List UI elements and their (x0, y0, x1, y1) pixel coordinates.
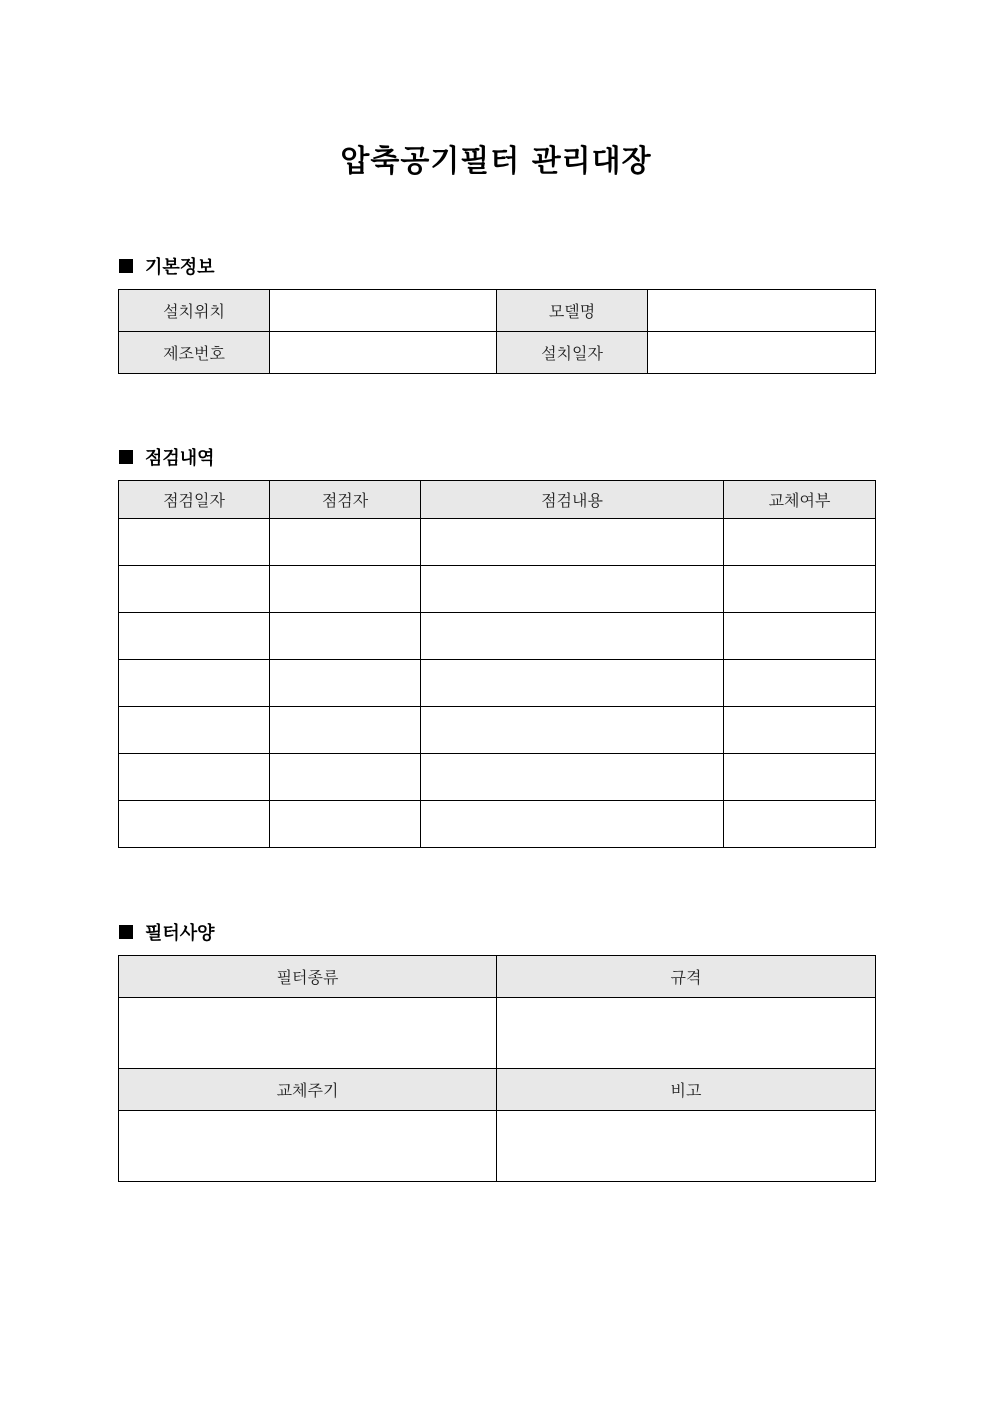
inspection-table (118, 480, 876, 848)
table-cell[interactable] (119, 707, 270, 754)
field-label: 제조번호 (119, 332, 270, 374)
table-row (119, 1111, 876, 1182)
table-header-row (119, 1069, 876, 1111)
table-cell[interactable] (119, 754, 270, 801)
field-label: 규격 (497, 956, 876, 998)
field-label: 비고 (497, 1069, 876, 1111)
table-header-row (119, 956, 876, 998)
table-cell[interactable] (421, 613, 724, 660)
table-cell[interactable] (724, 660, 876, 707)
table-cell[interactable] (119, 613, 270, 660)
install-location-field[interactable] (270, 290, 497, 332)
table-cell[interactable] (270, 801, 421, 848)
table-cell[interactable] (119, 519, 270, 566)
bullet-square-icon (119, 450, 133, 464)
remarks-field[interactable] (497, 1111, 876, 1182)
table-cell[interactable] (421, 519, 724, 566)
table-cell[interactable] (724, 519, 876, 566)
spec-field[interactable] (497, 998, 876, 1069)
bullet-square-icon (119, 925, 133, 939)
table-row (119, 707, 876, 754)
table-cell[interactable] (270, 519, 421, 566)
install-date-field[interactable] (648, 332, 876, 374)
section-heading-filter-spec (119, 919, 215, 945)
table-cell[interactable] (270, 613, 421, 660)
table-cell[interactable] (421, 707, 724, 754)
table-row (119, 998, 876, 1069)
table-cell[interactable] (724, 613, 876, 660)
table-cell[interactable] (724, 754, 876, 801)
section-heading-inspection (119, 444, 215, 470)
table-row (119, 290, 876, 332)
bullet-square-icon (119, 259, 133, 273)
model-name-field[interactable] (648, 290, 876, 332)
column-header: 교체여부 (724, 481, 876, 519)
replacement-cycle-field[interactable] (119, 1111, 497, 1182)
table-cell[interactable] (724, 707, 876, 754)
section-heading-basic-info (119, 253, 215, 279)
table-cell[interactable] (421, 754, 724, 801)
field-label: 설치일자 (497, 332, 648, 374)
column-header: 점검자 (270, 481, 421, 519)
basic-info-table (118, 289, 876, 374)
table-row (119, 660, 876, 707)
table-row (119, 519, 876, 566)
filter-spec-table (118, 955, 876, 1182)
table-row (119, 754, 876, 801)
table-cell[interactable] (270, 754, 421, 801)
section-title: 기본정보 (145, 257, 215, 278)
table-cell[interactable] (270, 660, 421, 707)
table-cell[interactable] (119, 660, 270, 707)
table-cell[interactable] (724, 566, 876, 613)
section-title: 점검내역 (145, 448, 215, 469)
field-label: 모델명 (497, 290, 648, 332)
table-cell[interactable] (119, 801, 270, 848)
column-header: 점검내용 (421, 481, 724, 519)
table-cell[interactable] (119, 566, 270, 613)
table-cell[interactable] (421, 801, 724, 848)
field-label: 설치위치 (119, 290, 270, 332)
field-label: 교체주기 (119, 1069, 497, 1111)
section-title: 필터사양 (145, 923, 215, 944)
field-label: 필터종류 (119, 956, 497, 998)
column-header: 점검일자 (119, 481, 270, 519)
table-header-row (119, 481, 876, 519)
table-cell[interactable] (270, 566, 421, 613)
table-row (119, 566, 876, 613)
filter-type-field[interactable] (119, 998, 497, 1069)
page-title: 압축공기필터 관리대장 (340, 144, 652, 179)
table-cell[interactable] (270, 707, 421, 754)
table-row (119, 332, 876, 374)
table-row (119, 801, 876, 848)
table-row (119, 613, 876, 660)
serial-number-field[interactable] (270, 332, 497, 374)
table-cell[interactable] (421, 566, 724, 613)
table-cell[interactable] (421, 660, 724, 707)
table-cell[interactable] (724, 801, 876, 848)
